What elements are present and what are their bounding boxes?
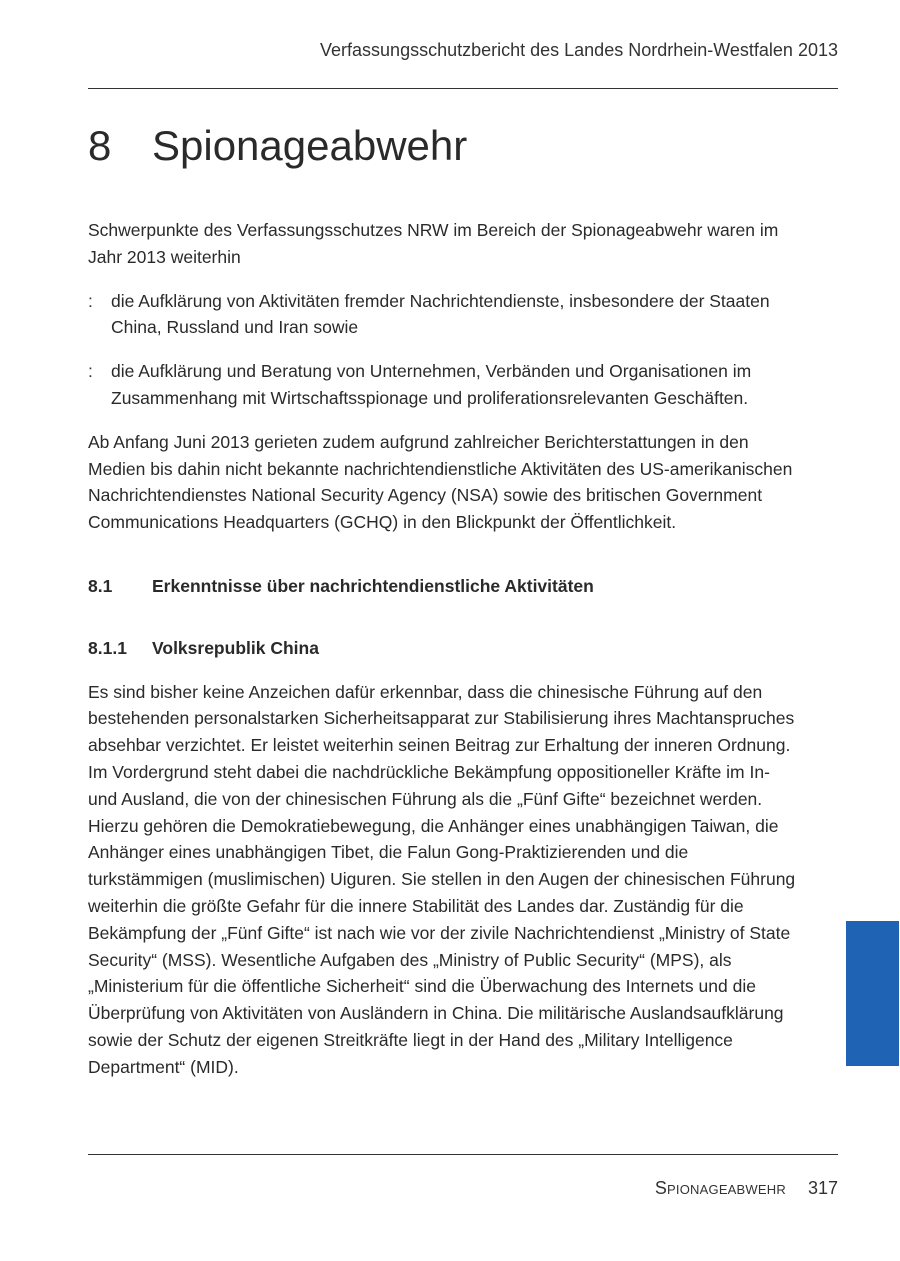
bullet-marker: : xyxy=(88,361,93,382)
section-number: 8.1 xyxy=(88,575,113,596)
bullet-item xyxy=(88,288,803,342)
chapter-side-tab xyxy=(846,921,899,1066)
footer-rule xyxy=(88,1154,838,1155)
subsection-number: 8.1.1 xyxy=(88,637,127,658)
page-footer xyxy=(655,1178,838,1199)
running-header: Verfassungsschutzbericht des Landes Nordrhein-Westfalen 2013 xyxy=(320,40,838,60)
bullet-list xyxy=(88,288,803,412)
chapter-title-text: Spionageabwehr xyxy=(152,122,468,169)
section-heading-8-1-1 xyxy=(88,635,803,662)
page-number: 317 xyxy=(807,1178,838,1198)
intro-paragraph: Schwerpunkte des Verfassungsschutzes NRW im Bereich der Spionageabwehr waren im Jahr 2013 weiterhin xyxy=(88,220,779,267)
chapter-title xyxy=(88,122,467,170)
section-title: Erkenntnisse über nachrichtendienstliche Aktivitäten xyxy=(152,575,594,596)
header-rule xyxy=(88,88,838,89)
subsection-title: Volksrepublik China xyxy=(152,637,319,658)
footer-section-name: Spionageabwehr xyxy=(654,1178,786,1198)
nsa-paragraph: Ab Anfang Juni 2013 gerieten zudem aufgrund zahlreicher Berichterstattungen in den Medien bis dahin nicht bekannte nachrichtendienstliche Aktivitäten des US-amerikanischen Nachrichtendienstes National Security Agency (NSA) sowie des britischen Government Communications Headquarters (GCHQ) in den Blickpunkt der Öffentlichkeit. xyxy=(88,431,793,533)
bullet-marker: : xyxy=(88,290,93,311)
china-paragraph: Es sind bisher keine Anzeichen dafür erkennbar, dass die chinesische Führung auf den bestehenden personalstarken Sicherheitsapparat zur Stabilisierung ihres Machtanspruches absehbar verzichtet. Er leistet weiterhin seinen Beitrag zur Erhaltung der inneren Ordnung. Im Vordergrund steht dabei die nachdrückliche Bekämpfung oppositioneller Kräfte im In- und Ausland, die von der chinesischen Führung als die „Fünf Gifte“ bezeichnet werden. Hierzu gehören die Demokratiebewegung, die Anhänger eines unabhängigen Taiwan, die Anhänger eines unabhängigen Tibet, die Falun Gong-Praktizierenden und die turkstämmigen (muslimischen) Uiguren. Sie stellen in den Augen der chinesischen Führung weiterhin die größte Gefahr für die innere Stabilität des Landes dar. Zuständig für die Bekämpfung der „Fünf Gifte“ ist nach wie vor der zivile Nachrichtendienst „Ministry of State Security“ (MSS). Wesentliche Aufgaben des „Ministry of Public Security“ (MPS), als „Ministerium für die öffentliche Sicherheit“ sind die Überwachung des Internets und die Überprüfung von Aktivitäten von Ausländern in China. Die militärische Auslandsaufklärung sowie der Schutz der eigenen Streitkräfte liegt in der Hand des „Military Intelligence Department“ (MID). xyxy=(88,681,796,1077)
bullet-text: die Aufklärung von Aktivitäten fremder Nachrichtendienste, insbesondere der Staaten China, Russland und Iran sowie xyxy=(111,290,770,338)
page-content xyxy=(88,217,803,1081)
bullet-text: die Aufklärung und Beratung von Unternehmen, Verbänden und Organisationen im Zusammenhang mit Wirtschaftsspionage und proliferationsrelevanten Geschäften. xyxy=(111,361,752,408)
section-heading-8-1 xyxy=(88,573,803,600)
chapter-number: 8 xyxy=(88,122,112,169)
bullet-item xyxy=(88,358,803,412)
